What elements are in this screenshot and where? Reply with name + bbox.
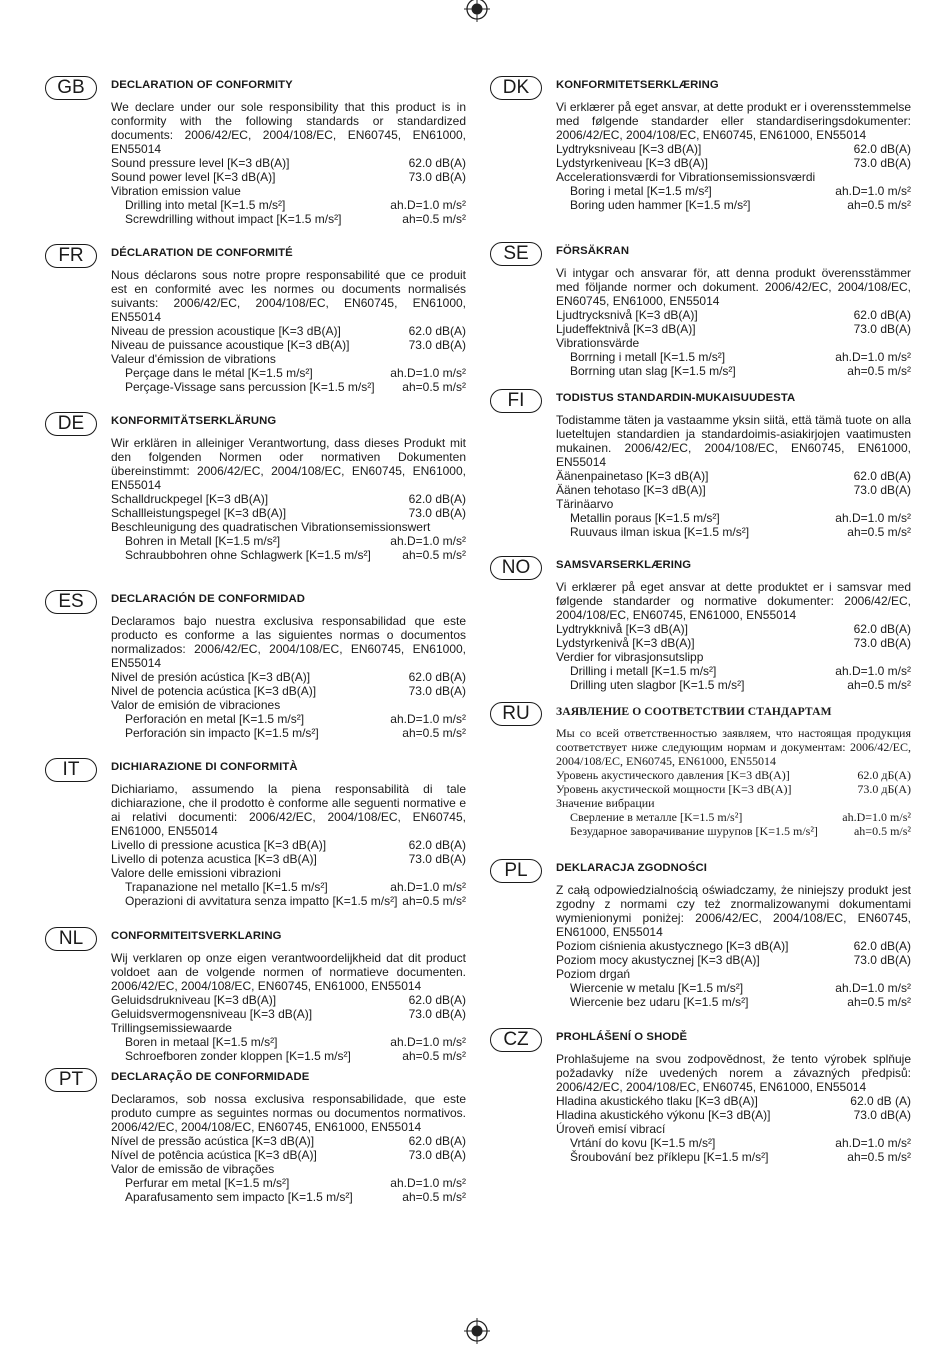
screwdrilling-row (556, 824, 911, 838)
drilling-metal-row (556, 981, 911, 995)
sound-pressure-row-label: Уровень акустического давления [K=3 dB(A)] (556, 768, 790, 782)
screwdrilling-row (556, 678, 911, 692)
declaration-section-no (501, 557, 911, 692)
language-badge: FR (45, 244, 97, 268)
declaration-text: Nous déclarons sous notre propre responsabilité que ce produit est en conformité avec les normes ou documents normalisés suivants: 2006/42/EC, 2004/108/EC, EN60745, EN61000, EN55014 (111, 268, 466, 324)
sound-power-row-value: 73.0 dB(A) (408, 684, 466, 698)
language-badge: DE (45, 412, 97, 436)
section-title: DECLARAÇÃO DE CONFORMIDADE (111, 1071, 310, 1083)
screwdrilling-row-value: ah=0.5 m/s² (847, 1150, 911, 1164)
sound-pressure-row-label: Sound pressure level [K=3 dB(A)] (111, 156, 290, 170)
screwdrilling-row-value: ah=0.5 m/s² (847, 995, 911, 1009)
sound-pressure-row-label: Ljudtrycksnivå [K=3 dB(A)] (556, 308, 698, 322)
vibration-heading: Vibrationsvärde (556, 336, 640, 350)
declaration-section-de (57, 413, 466, 562)
vibration-heading: Valor de emissão de vibrações (111, 1162, 275, 1176)
sound-power-row-value: 73.0 dB(A) (853, 953, 911, 967)
drilling-metal-row-label: Сверление в металле [K=1.5 m/s²] (570, 810, 743, 824)
sound-pressure-row-value: 62.0 dB(A) (853, 622, 911, 636)
drilling-metal-row (556, 664, 911, 678)
sound-power-row (111, 338, 466, 352)
screwdrilling-row (111, 1190, 466, 1204)
section-title: PROHLÁŠENÍ O SHODĚ (556, 1031, 688, 1043)
drilling-metal-row (111, 534, 466, 548)
sound-pressure-row-value: 62.0 dB(A) (408, 993, 466, 1007)
sound-power-row-value: 73.0 dB(A) (853, 636, 911, 650)
vibration-heading: Úroveň emisí vibrací (556, 1122, 666, 1136)
section-title: DICHIARAZIONE DI CONFORMITÀ (111, 761, 298, 773)
sound-power-row (111, 1148, 466, 1162)
screwdrilling-row-value: ah=0.5 m/s² (402, 1049, 466, 1063)
sound-power-row-value: 73.0 dB(A) (853, 483, 911, 497)
vibration-heading: Accelerationsværdi for Vibrationsemissionsværdi (556, 170, 816, 184)
sound-pressure-row (111, 492, 466, 506)
language-badge: FI (490, 389, 542, 413)
drilling-metal-row-label: Drilling i metall [K=1.5 m/s²] (570, 664, 717, 678)
sound-power-row-label: Äänen tehotaso [K=3 dB(A)] (556, 483, 706, 497)
sound-power-row-label: Уровень акустической мощности [K=3 dB(A)] (556, 782, 792, 796)
drilling-metal-row (111, 1035, 466, 1049)
declaration-text: Мы со всей ответственностью заявляем, что настоящая продукция соответствует ниже следующим нормам и документам: 2006/42/EC, 2004/108/EC, EN60745, EN61000, EN55014 (556, 726, 911, 768)
drilling-metal-row-label: Metallin poraus [K=1.5 m/s²] (570, 511, 720, 525)
sound-power-row-label: Schallleistungspegel [K=3 dB(A)] (111, 506, 287, 520)
drilling-metal-row-label: Boring i metal [K=1.5 m/s²] (570, 184, 712, 198)
section-title: KONFORMITÄTSERKLÄRUNG (111, 415, 277, 427)
drilling-metal-row (111, 1176, 466, 1190)
sound-power-row-label: Hladina akustického výkonu [K=3 dB(A)] (556, 1108, 771, 1122)
screwdrilling-row (556, 995, 911, 1009)
declaration-section-gb (57, 77, 466, 226)
declaration-section-pl (504, 860, 911, 1009)
screwdrilling-row (111, 894, 466, 908)
language-badge: NL (45, 927, 97, 951)
sound-power-row-value: 73.0 dB(A) (853, 156, 911, 170)
screwdrilling-row (556, 364, 911, 378)
sound-power-row (111, 1007, 466, 1021)
declaration-section-cz (503, 1029, 911, 1164)
screwdrilling-row-value: ah=0.5 m/s² (847, 364, 911, 378)
declaration-text: Wir erklären in alleiniger Verantwortung, dass dieses Produkt mit den folgenden Normen oder normativen Dokumenten übereinstimmt: 2006/42/EC, 2004/108/EC, EN60745, EN61000, EN55014 (111, 436, 466, 492)
sound-power-row-value: 73.0 dB(A) (408, 1007, 466, 1021)
section-title: DECLARACIÓN DE CONFORMIDAD (111, 593, 306, 605)
sound-power-row-label: Sound power level [K=3 dB(A)] (111, 170, 276, 184)
drilling-metal-row-label: Drilling into metal [K=1.5 m/s²] (125, 198, 286, 212)
declaration-section-se (503, 243, 911, 378)
sound-power-row-label: Livello di potenza acustica [K=3 dB(A)] (111, 852, 317, 866)
drilling-metal-row-value: ah.D=1.0 m/s² (835, 350, 911, 364)
vibration-heading: Beschleunigung des quadratischen Vibrationsemissionswert (111, 520, 431, 534)
screwdrilling-row-value: ah=0.5 m/s² (847, 678, 911, 692)
sound-power-row-label: Nivel de potencia acústica [K=3 dB(A)] (111, 684, 317, 698)
screwdrilling-row-value: ah=0.5 m/s² (853, 824, 911, 838)
sound-power-row-value: 73.0 dB(A) (408, 1148, 466, 1162)
drilling-metal-row (556, 350, 911, 364)
sound-pressure-row-label: Schalldruckpegel [K=3 dB(A)] (111, 492, 269, 506)
screwdrilling-row-label: Screwdrilling without impact [K=1.5 m/s²] (125, 212, 342, 226)
sound-power-row (111, 684, 466, 698)
language-badge: RU (490, 702, 542, 726)
sound-pressure-row (111, 156, 466, 170)
sound-pressure-row-label: Hladina akustického tlaku [K=3 dB(A)] (556, 1094, 758, 1108)
sound-pressure-row (556, 1094, 911, 1108)
drilling-metal-row-value: ah.D=1.0 m/s² (390, 366, 466, 380)
drilling-metal-row-value: ah.D=1.0 m/s² (390, 712, 466, 726)
sound-power-row (556, 636, 911, 650)
vibration-heading: Valore delle emissioni vibrazioni (111, 866, 281, 880)
drilling-metal-row-label: Perfurar em metal [K=1.5 m/s²] (125, 1176, 290, 1190)
declaration-text: We declare under our sole responsibility that this product is in conformity with the following standards or standardized documents: 2006/42/EC, 2004/108/EC, EN60745, EN61000, EN55014 (111, 100, 466, 156)
drilling-metal-row (111, 712, 466, 726)
sound-pressure-row (556, 622, 911, 636)
sound-power-row (556, 782, 911, 796)
sound-pressure-row-value: 62.0 dB(A) (853, 469, 911, 483)
sound-pressure-row-value: 62.0 dB(A) (408, 324, 466, 338)
drilling-metal-row-label: Wiercenie w metalu [K=1.5 m/s²] (570, 981, 744, 995)
sound-pressure-row-value: 62.0 dB(A) (853, 308, 911, 322)
drilling-metal-row-value: ah.D=1.0 m/s² (835, 1136, 911, 1150)
sound-power-row (556, 322, 911, 336)
sound-pressure-row (111, 993, 466, 1007)
declaration-text: Vi erklærer på eget ansvar, at dette produkt er i overensstemmelse med følgende standarder eller standardiseringsdokumenter: 2006/42/EC, 2004/108/EC, EN60745, EN61000, EN55014 (556, 100, 911, 142)
sound-pressure-row-value: 62.0 dB(A) (408, 670, 466, 684)
drilling-metal-row (111, 366, 466, 380)
sound-pressure-row-label: Lydtryksniveau [K=3 dB(A)] (556, 142, 702, 156)
sound-power-row-label: Poziom mocy akustycznej [K=3 dB(A)] (556, 953, 760, 967)
sound-power-row-value: 73.0 dB(A) (853, 322, 911, 336)
vibration-heading: Trillingsemissiewaarde (111, 1021, 232, 1035)
sound-pressure-row (111, 1134, 466, 1148)
screwdrilling-row-value: ah=0.5 m/s² (402, 894, 466, 908)
sound-pressure-row-value: 62.0 dB(A) (408, 1134, 466, 1148)
section-title: ЗАЯВЛЕНИЕ О СООТВЕТСТВИИ СТАНДАРТАМ (556, 705, 832, 718)
language-badge: CZ (490, 1028, 542, 1052)
sound-power-row (111, 852, 466, 866)
screwdrilling-row (556, 525, 911, 539)
screwdrilling-row-label: Schraubbohren ohne Schlagwerk [K=1.5 m/s²] (125, 548, 371, 562)
screwdrilling-row (556, 198, 911, 212)
declaration-text: Declaramos bajo nuestra exclusiva responsabilidad que este producto es conforme a las siguientes normas o documentos normalizados: 2006/42/EC, 2004/108/EC, EN60745, EN61000, EN55014 (111, 614, 466, 670)
registration-mark-icon (464, 1318, 490, 1344)
drilling-metal-row-label: Perçage dans le métal [K=1.5 m/s²] (125, 366, 313, 380)
sound-power-row-label: Geluidsvermogensniveau [K=3 dB(A)] (111, 1007, 313, 1021)
sound-pressure-row-label: Niveau de pression acoustique [K=3 dB(A)] (111, 324, 341, 338)
sound-pressure-row-value: 62.0 dB(A) (853, 939, 911, 953)
vibration-heading: Tärinäarvo (556, 497, 614, 511)
sound-pressure-row-label: Lydtrykknivå [K=3 dB(A)] (556, 622, 688, 636)
drilling-metal-row (556, 810, 911, 824)
drilling-metal-row-value: ah.D=1.0 m/s² (835, 184, 911, 198)
section-title: FÖRSÄKRAN (556, 245, 630, 257)
screwdrilling-row-value: ah=0.5 m/s² (402, 1190, 466, 1204)
sound-power-row-value: 73.0 dB(A) (408, 338, 466, 352)
vibration-heading: Poziom drgań (556, 967, 631, 981)
section-title: TODISTUS STANDARDIN-MUKAISUUDESTA (556, 392, 796, 404)
sound-pressure-row-value: 62.0 dB (A) (850, 1094, 911, 1108)
drilling-metal-row-value: ah.D=1.0 m/s² (390, 534, 466, 548)
sound-power-row-label: Lydstyrkenivå [K=3 dB(A)] (556, 636, 695, 650)
screwdrilling-row-value: ah=0.5 m/s² (847, 198, 911, 212)
section-title: DEKLARACJA ZGODNOŚCI (556, 862, 707, 874)
sound-pressure-row-value: 62.0 dB(A) (408, 492, 466, 506)
drilling-metal-row-value: ah.D=1.0 m/s² (390, 198, 466, 212)
declaration-section-es (58, 591, 466, 740)
language-badge: NO (490, 556, 542, 580)
sound-pressure-row (111, 670, 466, 684)
drilling-metal-row-value: ah.D=1.0 m/s² (842, 810, 911, 824)
registration-mark-icon (464, 0, 490, 22)
screwdrilling-row-label: Perçage-Vissage sans percussion [K=1.5 m/s²] (125, 380, 375, 394)
language-badge: DK (490, 76, 542, 100)
sound-pressure-row-label: Nível de pressão acústica [K=3 dB(A)] (111, 1134, 315, 1148)
sound-pressure-row-value: 62.0 dB(A) (853, 142, 911, 156)
sound-power-row-value: 73.0 dB(A) (408, 506, 466, 520)
screwdrilling-row (111, 380, 466, 394)
sound-power-row (556, 483, 911, 497)
vibration-heading: Valeur d'émission de vibrations (111, 352, 276, 366)
sound-pressure-row-label: Geluidsdrukniveau [K=3 dB(A)] (111, 993, 277, 1007)
sound-power-row (556, 156, 911, 170)
sound-pressure-row-value: 62.0 dB(A) (408, 838, 466, 852)
screwdrilling-row-value: ah=0.5 m/s² (402, 726, 466, 740)
screwdrilling-row-label: Wiercenie bez udaru [K=1.5 m/s²] (570, 995, 749, 1009)
screwdrilling-row-label: Boring uden hammer [K=1.5 m/s²] (570, 198, 751, 212)
declaration-section-ru (502, 703, 911, 838)
section-title: SAMSVARSERKLÆRING (556, 559, 692, 571)
declaration-section-fi (507, 390, 911, 539)
sound-power-row-label: Lydstyrkeniveau [K=3 dB(A)] (556, 156, 708, 170)
drilling-metal-row-value: ah.D=1.0 m/s² (835, 664, 911, 678)
declaration-section-fr (58, 245, 466, 394)
language-badge: GB (45, 76, 97, 100)
sound-power-row-value: 73.0 dB(A) (408, 852, 466, 866)
screwdrilling-row (111, 1049, 466, 1063)
sound-power-row-value: 73.0 дБ(A) (857, 782, 911, 796)
declaration-section-dk (502, 77, 911, 212)
screwdrilling-row-value: ah=0.5 m/s² (402, 548, 466, 562)
declaration-text: Vi erklærer på eget ansvar at dette produktet er i samsvar med følgende standarder og normative dokumenter: 2006/42/EC, 2004/108/EC, EN60745, EN61000, EN55014 (556, 580, 911, 622)
vibration-heading: Vibration emission value (111, 184, 241, 198)
screwdrilling-row-label: Безударное заворачивание шурупов [K=1.5 m/s²] (570, 824, 818, 838)
screwdrilling-row-label: Borrning utan slag [K=1.5 m/s²] (570, 364, 736, 378)
drilling-metal-row-value: ah.D=1.0 m/s² (835, 511, 911, 525)
sound-power-row (111, 170, 466, 184)
drilling-metal-row-label: Bohren in Metall [K=1.5 m/s²] (125, 534, 281, 548)
screwdrilling-row-label: Šroubování bez příklepu [K=1.5 m/s²] (570, 1150, 769, 1164)
language-badge: ES (45, 590, 97, 614)
sound-pressure-row-label: Livello di pressione acustica [K=3 dB(A)] (111, 838, 327, 852)
language-badge: IT (45, 758, 97, 782)
language-badge: PL (490, 859, 542, 883)
sound-power-row-value: 73.0 dB(A) (853, 1108, 911, 1122)
drilling-metal-row (111, 880, 466, 894)
sound-pressure-row-label: Poziom ciśnienia akustycznego [K=3 dB(A)] (556, 939, 789, 953)
drilling-metal-row-value: ah.D=1.0 m/s² (390, 880, 466, 894)
sound-pressure-row (111, 838, 466, 852)
declaration-text: Todistamme täten ja vastaamme yksin siitä, että tämä tuote on alla lueteltujen standardien ja standardoimis-asiakirjojen vaatimusten mukainen. 2006/42/EC, 2004/108/EC, EN60745, EN61000, EN55014 (556, 413, 911, 469)
drilling-metal-row-label: Boren in metaal [K=1.5 m/s²] (125, 1035, 278, 1049)
section-title: DECLARATION OF CONFORMITY (111, 79, 293, 91)
screwdrilling-row (111, 548, 466, 562)
vibration-heading: Verdier for vibrasjonsutslipp (556, 650, 704, 664)
screwdrilling-row-label: Ruuvaus ilman iskua [K=1.5 m/s²] (570, 525, 750, 539)
drilling-metal-row-value: ah.D=1.0 m/s² (390, 1035, 466, 1049)
sound-pressure-row-value: 62.0 дБ(A) (857, 768, 911, 782)
sound-pressure-row (556, 939, 911, 953)
sound-power-row-label: Ljudeffektnivå [K=3 dB(A)] (556, 322, 696, 336)
language-badge: SE (490, 242, 542, 266)
sound-power-row-value: 73.0 dB(A) (408, 170, 466, 184)
screwdrilling-row-label: Schroefboren zonder kloppen [K=1.5 m/s²] (125, 1049, 351, 1063)
section-title: KONFORMITETSERKLÆRING (556, 79, 719, 91)
drilling-metal-row (556, 184, 911, 198)
section-title: DÉCLARATION DE CONFORMITÉ (111, 247, 293, 259)
declaration-section-pt (58, 1069, 466, 1204)
declaration-text: Dichiariamo, assumendo la piena responsabilità di tale dichiarazione, che il prodotto è conforme alle seguenti normative e ai relativi documenti: 2006/42/EC, 2004/108/EC, EN60745, EN61000, EN55014 (111, 782, 466, 838)
declaration-text: Z całą odpowiedzialnością oświadczamy, że niniejszy produkt jest zgodny z normami czy też znormalizowanymi dokumentami wymienionymi poniżej: 2006/42/EC, 2004/108/EC, EN60745, EN61000, EN55014 (556, 883, 911, 939)
screwdrilling-row-label: Drilling uten slagbor [K=1.5 m/s²] (570, 678, 745, 692)
declaration-text: Vi intygar och ansvarar för, att denna produkt överensstämmer med följande normer och dokument. 2006/42/EC, 2004/108/EC, EN60745, EN61000, EN55014 (556, 266, 911, 308)
drilling-metal-row-label: Trapanazione nel metallo [K=1.5 m/s²] (125, 880, 328, 894)
screwdrilling-row-value: ah=0.5 m/s² (402, 380, 466, 394)
sound-pressure-row (111, 324, 466, 338)
sound-pressure-row-label: Äänenpainetaso [K=3 dB(A)] (556, 469, 709, 483)
sound-pressure-row (556, 308, 911, 322)
sound-power-row-label: Niveau de puissance acoustique [K=3 dB(A)] (111, 338, 350, 352)
screwdrilling-row (556, 1150, 911, 1164)
section-title: CONFORMITEITSVERKLARING (111, 930, 282, 942)
vibration-heading: Значение вибрации (556, 796, 655, 810)
screwdrilling-row-label: Perforación sin impacto [K=1.5 m/s²] (125, 726, 319, 740)
drilling-metal-row-value: ah.D=1.0 m/s² (390, 1176, 466, 1190)
screwdrilling-row-label: Operazioni di avvitatura senza impatto [K=1.5 m/s²] (125, 894, 398, 908)
sound-power-row (556, 953, 911, 967)
language-badge: PT (45, 1068, 97, 1092)
sound-pressure-row-label: Nivel de presión acústica [K=3 dB(A)] (111, 670, 311, 684)
sound-pressure-row (556, 142, 911, 156)
declaration-section-it (62, 759, 466, 908)
drilling-metal-row (556, 1136, 911, 1150)
declaration-text: Prohlašujeme na svou zodpovědnost, že tento výrobek splňuje požadavky níže uvedených norem a závazných předpisů: 2006/42/EC, 2004/108/EC, EN60745, EN61000, EN55014 (556, 1052, 911, 1094)
drilling-metal-row (111, 198, 466, 212)
drilling-metal-row (556, 511, 911, 525)
sound-pressure-row (556, 469, 911, 483)
drilling-metal-row-label: Perforación en metal [K=1.5 m/s²] (125, 712, 305, 726)
declaration-section-nl (58, 928, 466, 1063)
sound-pressure-row-value: 62.0 dB(A) (408, 156, 466, 170)
screwdrilling-row-value: ah=0.5 m/s² (402, 212, 466, 226)
declaration-text: Wij verklaren op onze eigen verantwoordelijkheid dat dit product voldoet aan de volgende normen of normatieve documenten. 2006/42/EC, 2004/108/EC, EN60745, EN61000, EN55014 (111, 951, 466, 993)
screwdrilling-row (111, 212, 466, 226)
sound-power-row-label: Nível de potência acústica [K=3 dB(A)] (111, 1148, 317, 1162)
screwdrilling-row (111, 726, 466, 740)
sound-pressure-row (556, 768, 911, 782)
declaration-text: Declaramos, sob nossa exclusiva responsabilidade, que este produto cumpre as seguintes normas ou documentos normativos. 2006/42/EC, 2004/108/EC, EN60745, EN61000, EN55014 (111, 1092, 466, 1134)
vibration-heading: Valor de emisión de vibraciones (111, 698, 281, 712)
sound-power-row (111, 506, 466, 520)
drilling-metal-row-value: ah.D=1.0 m/s² (835, 981, 911, 995)
screwdrilling-row-label: Aparafusamento sem impacto [K=1.5 m/s²] (125, 1190, 353, 1204)
drilling-metal-row-label: Vrtání do kovu [K=1.5 m/s²] (570, 1136, 716, 1150)
screwdrilling-row-value: ah=0.5 m/s² (847, 525, 911, 539)
sound-power-row (556, 1108, 911, 1122)
drilling-metal-row-label: Borrning i metall [K=1.5 m/s²] (570, 350, 726, 364)
